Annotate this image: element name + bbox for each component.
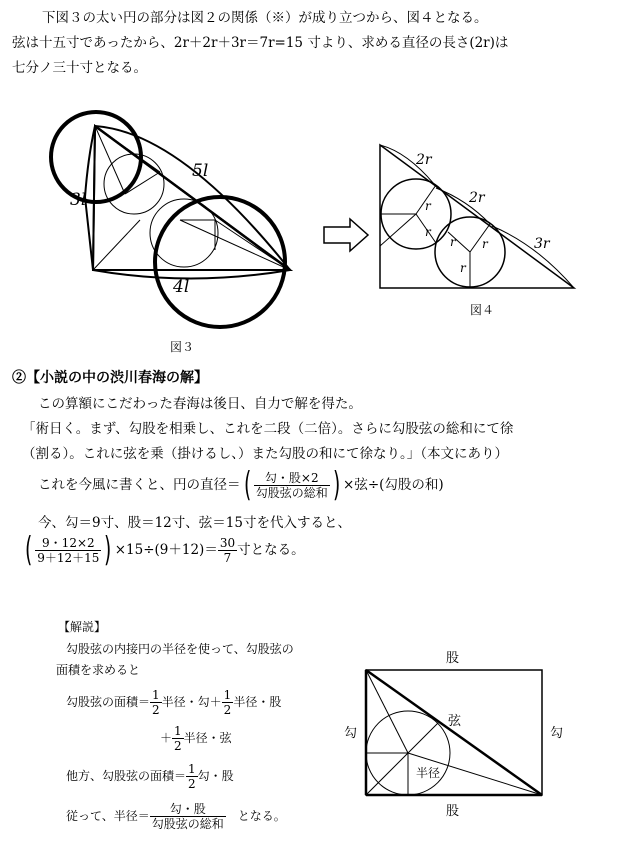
- formula-diameter-fraction: $\frac{\text{勾・股×2}}{\text{勾股弦の総和}}$: [255, 470, 328, 500]
- fig5-label-hypotenuse: 弦: [448, 714, 462, 729]
- formula-diameter: これを今風に書くと、円の直径＝ ( $\frac{\text{勾・股×2}}{\text{勾股弦の総和}}$ ) ×弦÷(勾股の和): [38, 465, 444, 505]
- fig5-label-bottom: 股: [446, 804, 460, 819]
- kaisetsu-p2: 面積を求めると: [56, 663, 141, 677]
- radius-equation: 従って、半径＝ $\frac{\text{勾・股}}{\text{勾股弦の総和}}$ となる。: [66, 802, 286, 831]
- fig4-label-r: r: [460, 261, 466, 275]
- section2-heading: ②【小説の中の渋川春海の解】: [12, 370, 208, 386]
- kaisetsu-p1: 勾股弦の内接円の半径を使って、勾股弦の: [66, 642, 294, 656]
- fig5-label-radius: 半径: [416, 766, 441, 780]
- section2-p2: 「術日く。まず、勾股を相乗し、これを二段（二倍）。さらに勾股弦の総和にて徐: [22, 421, 514, 437]
- figure-5: [340, 645, 570, 820]
- figure-3: [30, 102, 320, 347]
- area-equation-1: 勾股弦の面積＝ $\frac{1}{2}$ 半径・勾＋ $\frac{1}{2}$ 半径・股: [66, 688, 282, 717]
- fig3-label-4l: 4l: [173, 277, 190, 297]
- fig4-label-2r-b: 2r: [469, 190, 485, 206]
- fig5-label-top: 股: [446, 651, 460, 666]
- arrow-right-icon: [322, 216, 372, 254]
- section2-p3: （割る）。これに弦を乗（掛けるし、）また勾股の和にて徐なり。」（本文にあり）: [22, 446, 508, 462]
- area-equation-3: 他方、勾股弦の面積＝ $\frac{1}{2}$ 勾・股: [66, 762, 234, 791]
- formula-substitution: ( $\frac{9・12\times 2}{9+12+15}$ ) ×15÷(9＋12)＝ $\frac{30}{7}$ 寸となる。: [24, 530, 305, 570]
- fig3-label-5l: 5l: [192, 161, 209, 181]
- intro-line-1: 下図３の太い円の部分は図２の関係（※）が成り立つから、図４となる。: [42, 10, 488, 26]
- area-equation-2: ＋ $\frac{1}{2}$ 半径・弦: [160, 724, 232, 753]
- fig4-label-r: r: [450, 235, 456, 249]
- fig4-label-r: r: [425, 199, 431, 213]
- formula-diameter-suffix: ×弦÷(勾股の和): [343, 476, 444, 493]
- fig3-label-3l: 3l: [70, 190, 87, 210]
- intro-line-2: 弦は十五寸であったから、2r＋2r＋3r＝7r=15 寸より、求める直径の長さ(2r)は: [12, 35, 509, 51]
- fig4-caption: 図４: [470, 303, 495, 317]
- fig3-caption: 図３: [170, 340, 195, 354]
- fig5-label-left: 勾: [344, 726, 358, 741]
- section2-p4: 今、勾＝9寸、股＝12寸、弦＝15寸を代入すると、: [38, 515, 351, 531]
- fig5-label-right: 勾: [550, 726, 564, 741]
- fig4-label-r: r: [425, 225, 431, 239]
- formula-substitution-middle: ×15÷(9＋12)＝: [114, 541, 218, 558]
- formula-diameter-prefix: これを今風に書くと、円の直径＝: [38, 476, 241, 493]
- formula-result-fraction: $\frac{30}{7}$: [219, 535, 236, 565]
- formula-substitution-suffix: 寸となる。: [237, 541, 305, 558]
- formula-substitution-fraction: $\frac{9・12\times 2}{9+12+15}$: [37, 535, 100, 565]
- fig4-label-2r-a: 2r: [416, 152, 432, 168]
- section2-p1: この算額にこだわった春海は後日、自力で解を得た。: [38, 396, 362, 412]
- figure-4: [372, 140, 582, 295]
- intro-line-3: 七分ノ三十寸となる。: [12, 60, 147, 76]
- fig4-label-3r: 3r: [534, 236, 550, 252]
- fig4-label-r: r: [482, 237, 488, 251]
- kaisetsu-heading: 【解説】: [58, 620, 107, 634]
